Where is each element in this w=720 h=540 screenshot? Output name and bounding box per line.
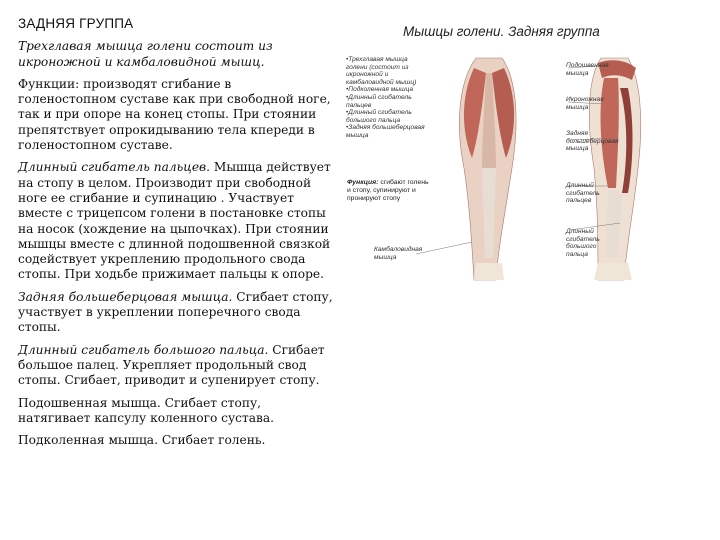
label-fdl: Длинный сгибатель пальцев: [566, 182, 600, 205]
left-leg-drawing: [459, 58, 516, 280]
paragraph-tibialis-posterior: Задняя большеберцовая мышца. Сгибает стопу, участвует в укреплении поперечного свода стопы.: [18, 289, 333, 335]
paragraph-fdl: Длинный сгибатель пальцев. Мышца действует на стопу в целом. Производит при свободной ноге ее сгибание и супинацию . Участвует вместе с трицепсом голени в постановке стопы на носок (хождение на цыпочках). При стоянии мышцы вместе с длинной подошвенной связкой содействует укреплению продольного свода стопы. При ходьбе прижимает пальцы к опоре.: [18, 160, 331, 282]
heading: ЗАДНЯЯ ГРУППА: [18, 16, 134, 31]
label-fhl: Длинный сгибатель большого пальца: [566, 228, 600, 258]
figure-function-note: Функция: сгибают голень и стопу, супинируют и пронируют стопу: [347, 179, 429, 202]
paragraph-fhl: Длинный сгибатель большого пальца. Сгибает большое палец. Укрепляет продольный свод стопы. Сгибает, приводит и супенирует стопу.: [18, 342, 325, 388]
paragraph-functions: Функции: производят сгибание в голеностопном суставе как при свободной ноге, так и при опоре на конец стопы. При стоянии препятствует опрокидыванию тела кпереди в голеностопном суставе.: [18, 76, 331, 153]
label-plantaris: Подошвенная мышца: [566, 62, 609, 77]
label-soleus: Камбаловидная мышца: [374, 246, 423, 261]
figure-title: Мышцы голени. Задняя группа: [403, 24, 600, 39]
paragraph-popliteus: Подколенная мышца. Сгибает голень.: [18, 433, 266, 448]
slide-text: [18, 16, 333, 455]
label-tibialis-posterior: Задняя большеберцовая мышца: [566, 130, 619, 153]
figure-muscle-list: •Трехглавая мышца голени (состоит из икроножной и камбаловидной мышц) •Подколенная мышца •Длинный сгибатель пальцев •Длинный сгибатель большого пальца •Задняя большеберцовая мышца: [346, 56, 425, 139]
paragraph-plantaris: Подошвенная мышца. Сгибает стопу, натягивает капсулу коленного сустава.: [18, 395, 274, 425]
label-gastrocnemius: Икроножная мышца: [566, 96, 604, 111]
paragraph-triceps: Трехглавая мышца голени состоит из икроножной и камбаловидной мышц.: [18, 39, 273, 69]
